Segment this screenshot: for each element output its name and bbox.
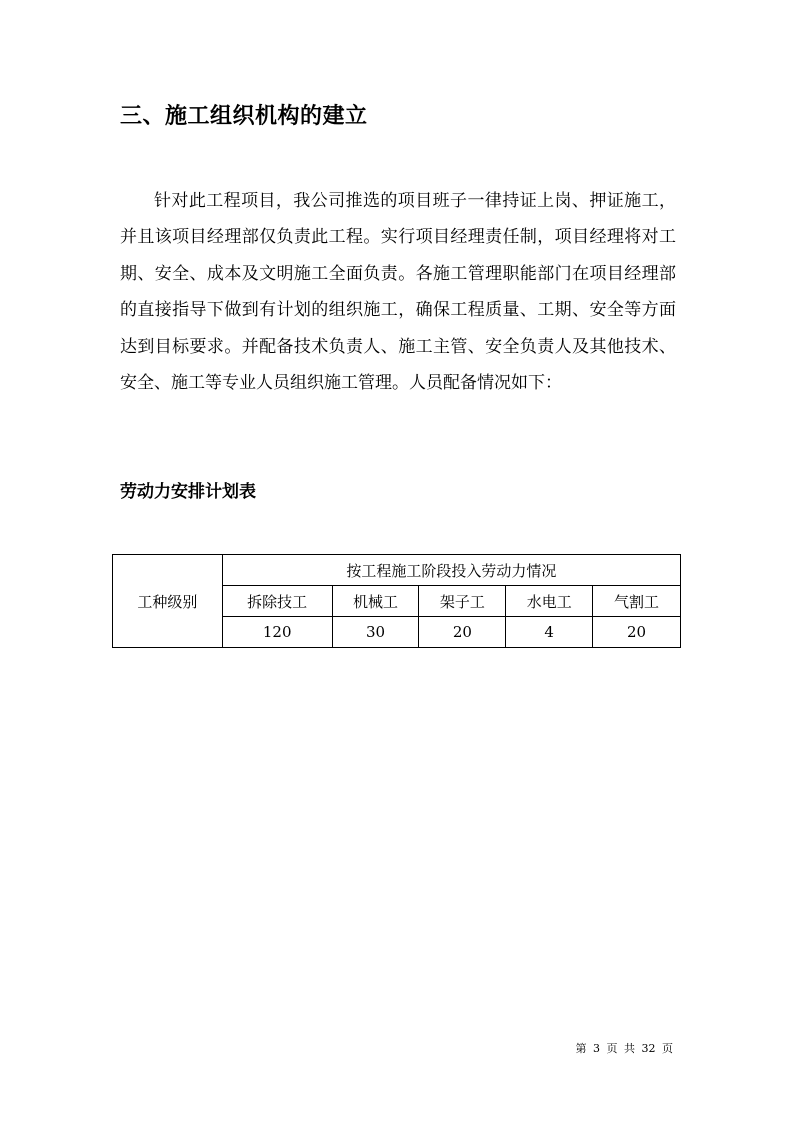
column-header-cell: 气割工 bbox=[593, 586, 681, 617]
labor-plan-table bbox=[112, 554, 681, 648]
group-header-cell: 按工程施工阶段投入劳动力情况 bbox=[222, 555, 680, 586]
value-cell: 4 bbox=[506, 617, 593, 648]
column-header-cell: 机械工 bbox=[332, 586, 419, 617]
row-header-cell: 工种级别 bbox=[113, 555, 223, 648]
value-cell: 30 bbox=[332, 617, 419, 648]
body-paragraph: 针对此工程项目，我公司推选的项目班子一律持证上岗、押证施工，并且该项目经理部仅负责此工程。实行项目经理责任制，项目经理将对工期、安全、成本及文明施工全面负责。各施工管理职能部门在项目经理部的直接指导下做到有计划的组织施工，确保工程质量、工期、安全等方面达到目标要求。并配备技术负责人、施工主管、安全负责人及其他技术、安全、施工等专业人员组织施工管理。人员配备情况如下： bbox=[120, 191, 676, 394]
value-cell: 120 bbox=[222, 617, 332, 648]
table-title: 劳动力安排计划表 bbox=[120, 482, 256, 502]
value-cell: 20 bbox=[593, 617, 681, 648]
page-number: 第 3 页 共 32 页 bbox=[575, 1042, 673, 1055]
table-row bbox=[113, 555, 681, 586]
column-header-cell: 水电工 bbox=[506, 586, 593, 617]
section-heading: 三、施工组织机构的建立 bbox=[120, 104, 368, 129]
value-cell: 20 bbox=[419, 617, 506, 648]
column-header-cell: 拆除技工 bbox=[222, 586, 332, 617]
column-header-cell: 架子工 bbox=[419, 586, 506, 617]
